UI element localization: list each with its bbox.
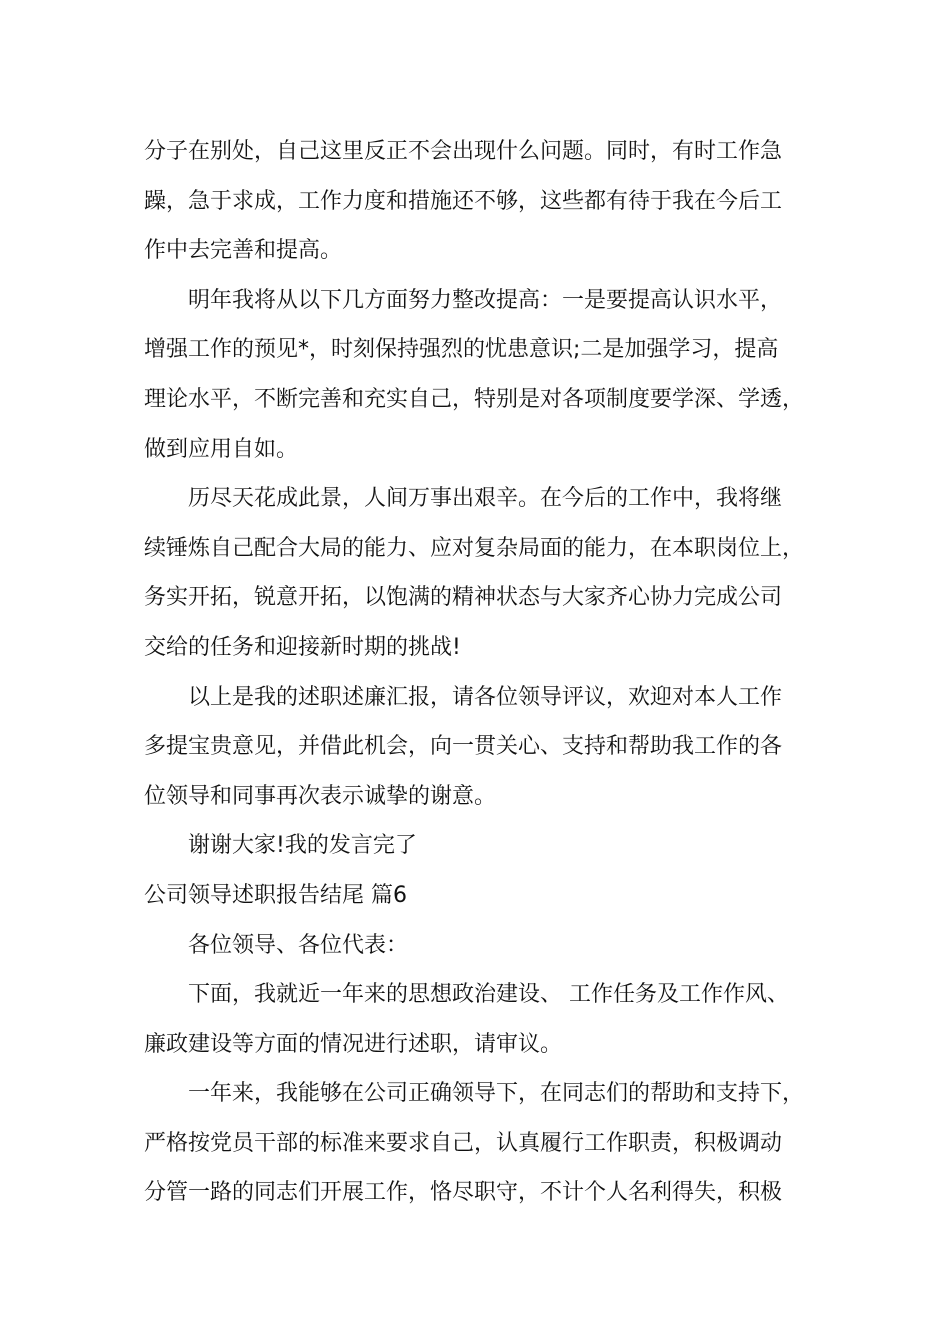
- text-line: 作中去完善和提高。: [144, 238, 343, 264]
- text-line: 严格按党员干部的标准来要求自己，认真履行工作职责，积极调动: [144, 1130, 783, 1156]
- text-line: 一年来，我能够在公司正确领导下，在同志们的帮助和支持下，: [188, 1081, 805, 1107]
- paragraph-continuation: [144, 127, 834, 276]
- text-line: 各位领导、各位代表：: [188, 932, 409, 958]
- text-line: 谢谢大家!我的发言完了: [188, 833, 417, 859]
- text-line: 历尽天花成此景，人间万事出艰辛。在今后的工作中，我将继: [188, 486, 783, 512]
- text-line: 明年我将从以下几方面努力整改提高：一是要提高认识水平，: [188, 287, 783, 313]
- text-line: 分管一路的同志们开展工作，恪尽职守，不计个人名利得失，积极: [144, 1180, 783, 1206]
- paragraph-closing-thanks: [144, 821, 834, 871]
- text-line: 做到应用自如。: [144, 436, 299, 462]
- section-heading: 公司领导述职报告结尾 篇6: [144, 882, 407, 908]
- document-body: [144, 127, 834, 1218]
- text-line: 交给的任务和迎接新时期的挑战!: [144, 634, 461, 660]
- paragraph-report-summary: [144, 673, 834, 822]
- text-line: 位领导和同事再次表示诚挚的谢意。: [144, 783, 497, 809]
- text-line: 廉政建设等方面的情况进行述职，请审议。: [144, 1031, 563, 1057]
- paragraph-salutation: [144, 921, 834, 971]
- paragraph-future-work: [144, 474, 834, 672]
- text-line: 多提宝贵意见，并借此机会，向一贯关心、支持和帮助我工作的各: [144, 734, 783, 760]
- text-line: 理论水平，不断完善和充实自己，特别是对各项制度要学深、学透，: [144, 386, 805, 412]
- paragraph-improvement-plan: [144, 276, 834, 474]
- text-line: 躁，急于求成，工作力度和措施还不够，这些都有待于我在今后工: [144, 188, 783, 214]
- paragraph-intro: [144, 970, 834, 1069]
- text-line: 下面，我就近一年来的思想政治建设、 工作任务及工作作风、: [188, 982, 789, 1008]
- text-line: 续锤炼自己配合大局的能力、应对复杂局面的能力，在本职岗位上，: [144, 535, 805, 561]
- text-line: 增强工作的预见*，时刻保持强烈的忧患意识;二是加强学习，提高: [144, 337, 779, 363]
- text-line: 务实开拓，锐意开拓，以饱满的精神状态与大家齐心协力完成公司: [144, 585, 783, 611]
- text-line: 分子在别处，自己这里反正不会出现什么问题。同时，有时工作急: [144, 139, 783, 164]
- text-line: 以上是我的述职述廉汇报，请各位领导评议，欢迎对本人工作: [188, 684, 783, 710]
- paragraph-year-review: [144, 1069, 834, 1218]
